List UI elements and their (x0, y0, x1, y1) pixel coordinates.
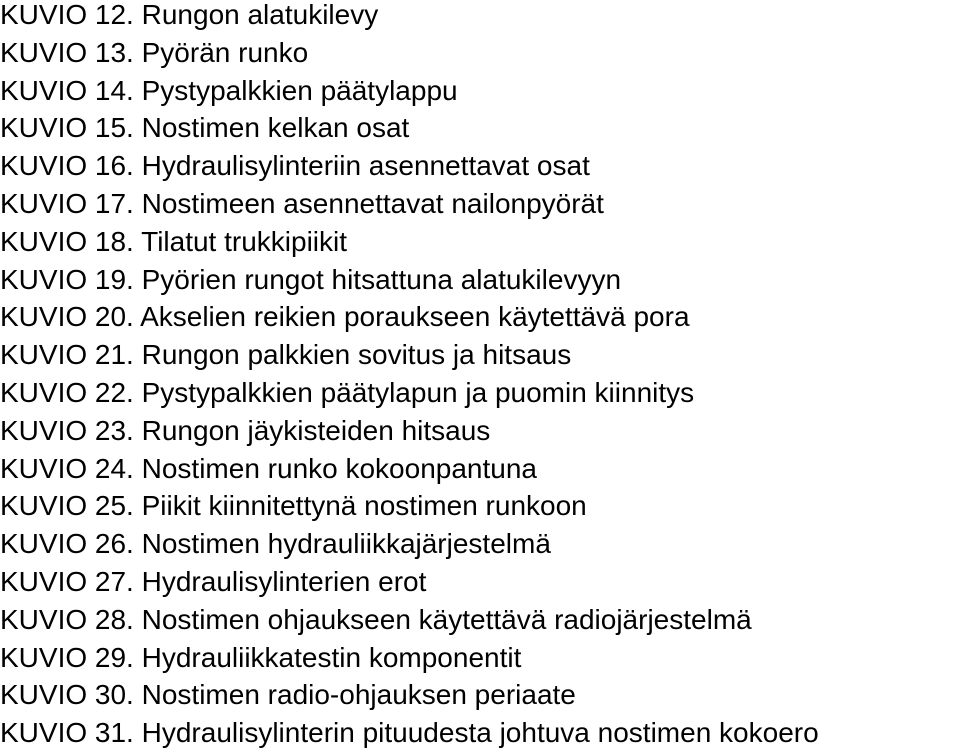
figure-entry-16 (0, 147, 819, 185)
figure-number: KUVIO 19. (0, 263, 134, 295)
figure-number: KUVIO 13. (0, 36, 134, 68)
figure-number: KUVIO 23. (0, 414, 134, 446)
figure-title: Nostimen ohjaukseen käytettävä radiojärjestelmä (141, 603, 752, 635)
figure-number: KUVIO 18. (0, 225, 134, 257)
figure-title: Pyörän runko (141, 36, 309, 68)
figure-entry-14 (0, 72, 819, 110)
figure-entry-21 (0, 336, 819, 374)
figure-title: Rungon jäykisteiden hitsaus (141, 414, 491, 446)
figure-title: Nostimen radio-ohjauksen periaate (141, 679, 576, 711)
figure-number: KUVIO 14. (0, 74, 134, 106)
figure-number: KUVIO 17. (0, 187, 134, 219)
figure-entry-25 (0, 487, 819, 525)
figure-entry-15 (0, 109, 819, 147)
figure-number: KUVIO 28. (0, 603, 134, 635)
figure-number: KUVIO 29. (0, 641, 134, 673)
figure-title: Tilatut trukkipiikit (141, 225, 348, 257)
figure-title: Hydraulisylinterien erot (141, 565, 427, 597)
figure-entry-20 (0, 298, 819, 336)
figure-title: Piikit kiinnitettynä nostimen runkoon (141, 490, 587, 522)
figure-number: KUVIO 30. (0, 679, 134, 711)
figure-title: Pyörien rungot hitsattuna alatukilevyyn (141, 263, 622, 295)
figure-number: KUVIO 16. (0, 150, 134, 182)
figure-title: Nostimen runko kokoonpantuna (141, 452, 537, 484)
figure-entry-31 (0, 714, 819, 752)
figure-entry-12 (0, 0, 819, 34)
figure-number: KUVIO 12. (0, 0, 134, 30)
figure-title: Nostimen hydrauliikkajärjestelmä (141, 528, 551, 560)
figure-entry-23 (0, 412, 819, 450)
figure-title: Pystypalkkien päätylapun ja puomin kiinnitys (141, 376, 695, 408)
figure-entry-13 (0, 34, 819, 72)
figure-entry-17 (0, 185, 819, 223)
figure-number: KUVIO 24. (0, 452, 134, 484)
figure-number: KUVIO 25. (0, 490, 134, 522)
figure-entry-27 (0, 563, 819, 601)
figure-title: Pystypalkkien päätylappu (141, 74, 458, 106)
figure-title: Hydraulisylinterin pituudesta johtuva nostimen kokoero (141, 717, 819, 749)
figure-entry-18 (0, 223, 819, 261)
figure-title: Rungon palkkien sovitus ja hitsaus (141, 339, 572, 371)
figure-entry-29 (0, 639, 819, 677)
figure-number: KUVIO 31. (0, 717, 134, 749)
figure-entry-19 (0, 261, 819, 299)
figure-entry-28 (0, 601, 819, 639)
figure-number: KUVIO 21. (0, 339, 134, 371)
figure-number: KUVIO 26. (0, 528, 134, 560)
figure-entry-22 (0, 374, 819, 412)
figure-number: KUVIO 27. (0, 565, 134, 597)
figure-entry-24 (0, 450, 819, 488)
figure-number: KUVIO 22. (0, 376, 134, 408)
figure-entry-26 (0, 525, 819, 563)
figure-number: KUVIO 15. (0, 112, 134, 144)
figure-title: Rungon alatukilevy (141, 0, 379, 30)
figure-number: KUVIO 20. (0, 301, 134, 333)
figure-title: Akselien reikien poraukseen käytettävä pora (140, 301, 690, 333)
figure-title: Nostimeen asennettavat nailonpyörät (141, 187, 604, 219)
figure-title: Nostimen kelkan osat (141, 112, 410, 144)
figure-title: Hydrauliikkatestin komponentit (141, 641, 522, 673)
figure-entry-30 (0, 676, 819, 714)
figure-title: Hydraulisylinteriin asennettavat osat (141, 150, 590, 182)
